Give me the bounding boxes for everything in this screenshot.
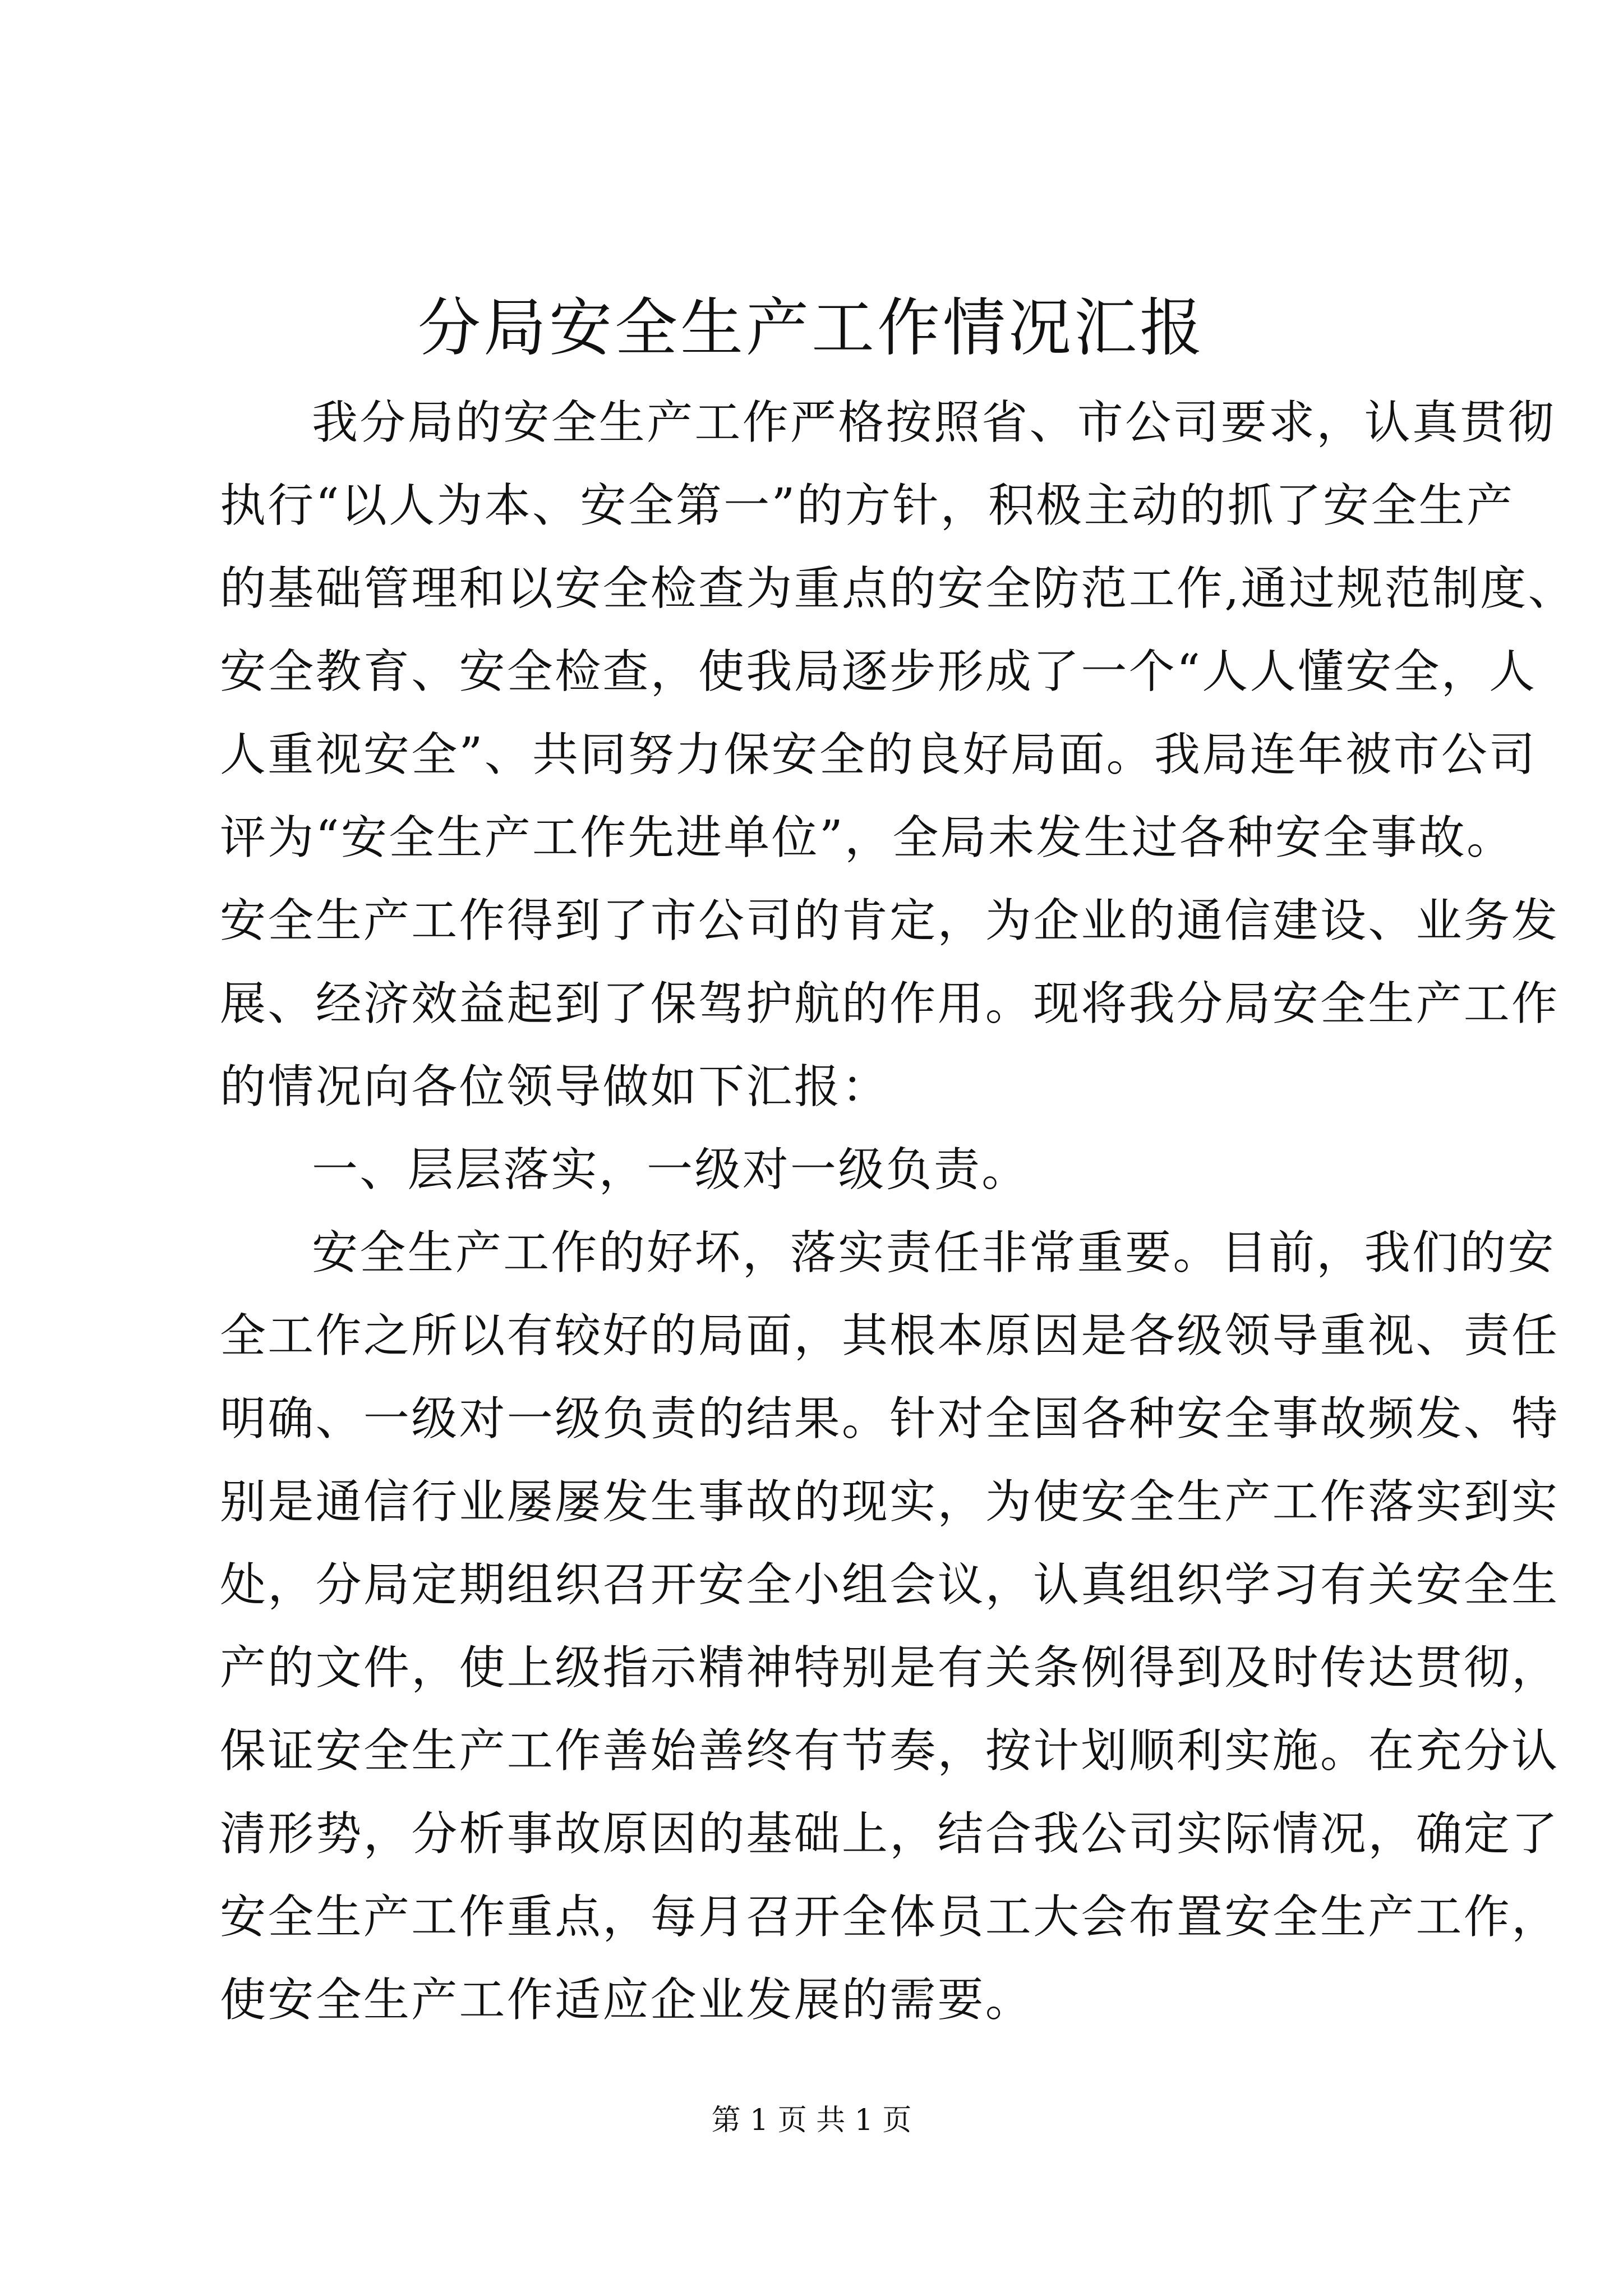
text-line: 评为“安全生产工作先进单位”，全局未发生过各种安全事故。 (220, 811, 1515, 864)
text-line: 处，分局定期组织召开安全小组会议，认真组织学习有关安全生 (220, 1558, 1560, 1612)
text-line: 安全生产工作的好坏，落实责任非常重要。目前，我们的安 (312, 1226, 1556, 1280)
text-line: 别是通信行业屡屡发生事故的现实，为使安全生产工作落实到实 (220, 1475, 1560, 1529)
text-line: 使安全生产工作适应企业发展的需要。 (220, 1973, 1034, 2027)
text-line: 我分局的安全生产工作严格按照省、市公司要求，认真贯彻 (312, 396, 1556, 449)
text-line: 人重视安全”、共同努力保安全的良好局面。我局连年被市公司 (220, 728, 1537, 781)
page-footer: 第 1 页 共 1 页 (711, 2104, 912, 2137)
text-line: 安全生产工作重点，每月召开全体员工大会布置安全生产工作， (220, 1890, 1560, 1944)
text-line: 安全教育、安全检查，使我局逐步形成了一个“人人懂安全，人 (220, 645, 1537, 698)
text-line: 产的文件，使上级指示精神特别是有关条例得到及时传达贯彻， (220, 1641, 1560, 1695)
text-line: 执行“以人为本、安全第一”的方针，积极主动的抓了安全生产 (220, 479, 1515, 532)
text-line: 全工作之所以有较好的局面，其根本原因是各级领导重视、责任 (220, 1309, 1560, 1363)
text-line: 清形势，分析事故原因的基础上，结合我公司实际情况，确定了 (220, 1807, 1560, 1861)
text-line: 展、经济效益起到了保驾护航的作用。现将我分局安全生产工作 (220, 977, 1560, 1030)
text-line: 明确、一级对一级负责的结果。针对全国各种安全事故频发、特 (220, 1392, 1560, 1446)
document-body (220, 381, 1576, 2042)
text-line: 的情况向各位领导做如下汇报： (220, 1060, 890, 1114)
text-line: 保证安全生产工作善始善终有节奏，按计划顺利实施。在充分认 (220, 1724, 1560, 1778)
text-line: 安全生产工作得到了市公司的肯定，为企业的通信建设、业务发 (220, 894, 1560, 947)
text-line: 的基础管理和以安全检查为重点的安全防范工作,通过规范制度、 (220, 562, 1576, 615)
text-line: 一、层层落实，一级对一级负责。 (312, 1143, 1030, 1197)
document-title: 分局安全生产工作情况汇报 (418, 292, 1205, 365)
